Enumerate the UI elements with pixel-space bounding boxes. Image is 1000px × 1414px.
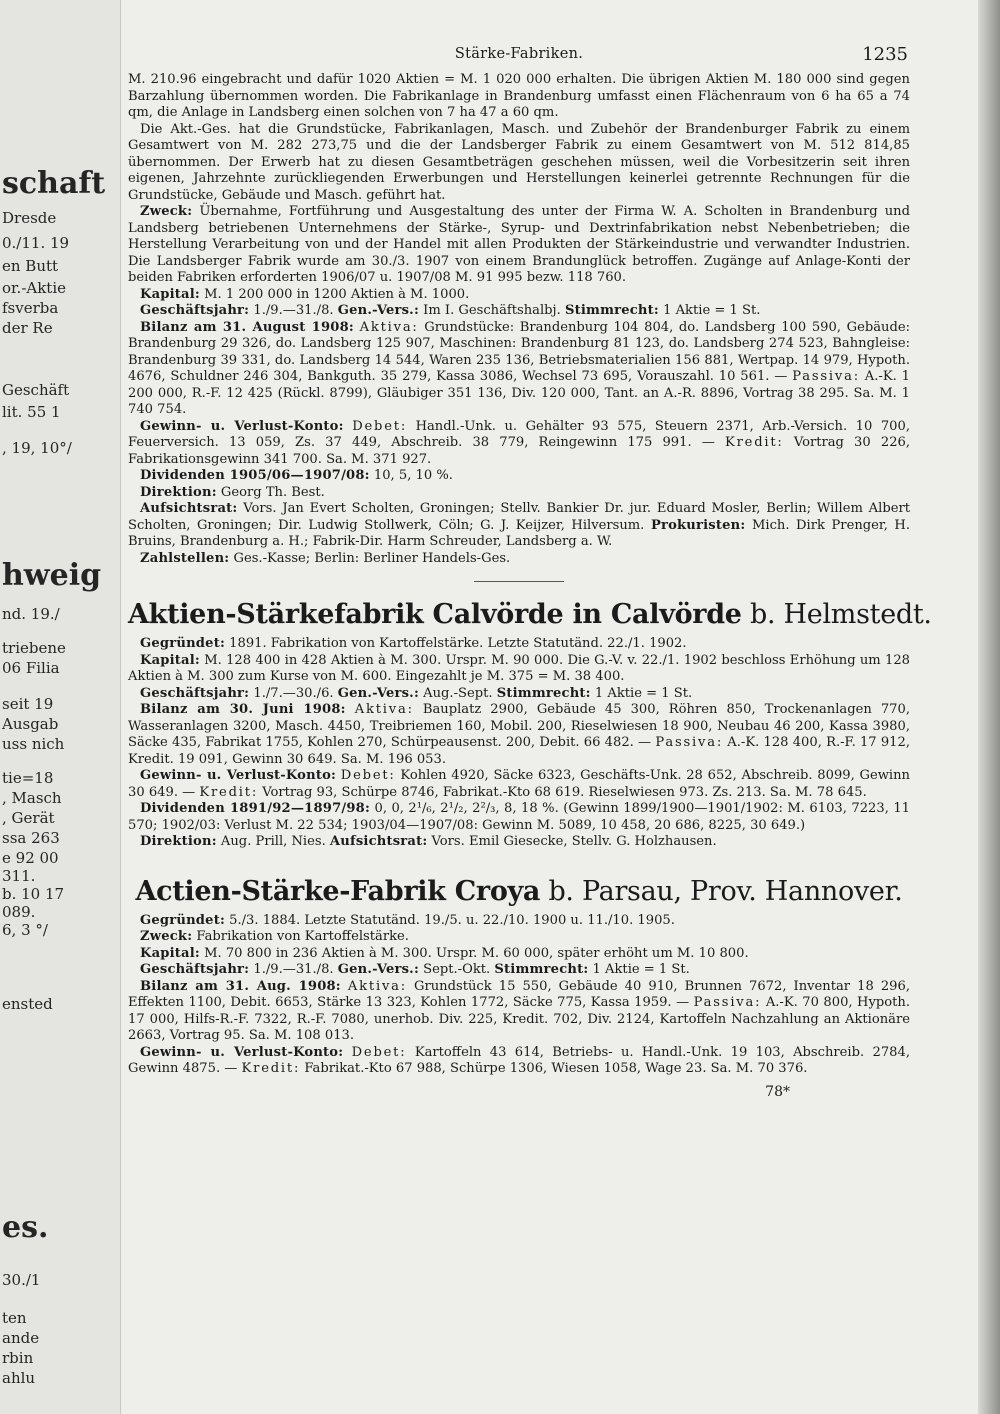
fragment-text: schaft [2,166,106,201]
fragment-text: b. 10 17 [2,885,65,903]
label-zweck: Zweck: [140,929,193,944]
label-bilanz: Bilanz am 31. August 1908: [140,319,354,335]
zweck-text: Fabrikation von Kartoffelstärke. [196,929,409,944]
label-kapital: Kapital: [140,945,200,961]
stimmrecht-text: 1 Aktie = 1 St. [592,962,690,977]
aufsichtsrat-paragraph [128,501,910,551]
fragment-text: e 92 00 [2,849,59,867]
zweck-paragraph [128,929,910,946]
fragment-text: Ausgab [2,715,59,733]
label-geschaeftsjahr: Geschäftsjahr: [140,303,250,318]
guv-paragraph [128,768,910,801]
fragment-text: 089. [2,903,36,921]
guv-paragraph [128,419,910,469]
label-geschaeftsjahr: Geschäftsjahr: [140,962,250,977]
geschaeftsjahr-text: 1./9.—31./8. [253,303,334,318]
label-gen-vers: Gen.-Vers.: [337,962,419,977]
bilanz-text: Grundstück 15 550, Gebäude 40 910, Brunnen 7672, Inventar 18 296, Effekten 1100, Debit. 6653, Stärke 13 323, Kohlen 1772, Säcke 775, Kassa 1959. — [128,978,910,1010]
gen-vers-text: Sept.-Okt. [423,962,491,977]
stimmrecht-text: 1 Aktie = 1 St. [594,685,693,701]
entry-heading [128,598,932,632]
label-aktiva: Aktiva: [354,702,414,717]
label-kapital: Kapital: [140,286,200,302]
zweck-text: Übernahme, Fortführung und Ausgestaltung des unter der Firma W. A. Scholten in Brandenburg und Landsberg betriebenen Unternehmens der Stärke-, Syrup- und Dextrinfabrikation nebst Nebenbetrieben; die Herstellung Verarbeitung von und der Handel mit allen Produkten der Stärkeindustrie und verwandter Industrien. Die Landsberger Fabrik wurde am 30./3. 1907 von einem Brandunglück betroffen. Zugänge auf Anlage-Konti der beiden Fabriken erforderten 1906/07 u. 1907/08 M. 91 995 bezw. 118 760. [128,204,910,285]
fragment-text: , Gerät [2,809,55,827]
gegruendet-paragraph [128,636,910,653]
label-direktion: Direktion: [140,484,217,500]
label-debet: Debet: [351,1044,407,1060]
fragment-text: fsverba [2,299,59,317]
geschaeftsjahr-text: 1./9.—31./8. [253,962,334,977]
fragment-text: ten [2,1309,27,1327]
label-kredit: Kredit: [725,435,784,450]
section-divider [474,581,564,582]
zahlstellen-text: Ges.-Kasse; Berlin: Berliner Handels-Ges. [233,550,511,566]
geschaeftsjahr-paragraph [128,962,910,979]
fragment-text: rbin [2,1349,34,1367]
main-column [128,44,932,1100]
entry-calvoerde [128,598,932,851]
gegruendet-text: 1891. Fabrikation von Kartoffelstärke. Letzte Statutänd. 22./1. 1902. [229,636,687,651]
passiva-text: A.-K. 70 800, Hypoth. 17 000, Hilfs-R.-F. 7322, R.-F. 7080, unerhob. Div. 225, Kredit. 702, Div. 2124, Kartoffeln Nachzahlung an Aktionäre 2663, Vortrag 95. Sa. M. 108 013. [128,995,910,1043]
passiva-text: A.-K. 128 400, R.-F. 17 912, Kredit. 19 091, Gewinn 30 649. Sa. M. 196 053. [128,735,910,767]
label-passiva: Passiva: [693,995,762,1010]
kredit-text: Vortrag 30 226, Fabrikationsgewinn 341 700. Sa. M. 371 927. [128,435,911,467]
kredit-text: Fabrikat.-Kto 67 988, Schürpe 1306, Wiesen 1058, Wage 23. Sa. M. 70 376. [304,1061,808,1076]
fragment-text: triebene [2,639,66,657]
bilanz-paragraph [128,979,910,1045]
dividenden-paragraph [128,801,910,834]
page-edge-shadow [978,0,1000,1414]
kapital-text: M. 1 200 000 in 1200 Aktien à M. 1000. [204,286,470,302]
label-kredit: Kredit: [199,784,259,800]
dividenden-text: 0, 0, 2¹/₆, 2¹/₂, 2²/₃, 8, 18 %. (Gewinn 1899/1900—1901/1902: M. 6103, 7223, 11 570; 1902/03: Verlust M. 22 534; 1903/04—1907/08: Gewinn M. 5089, 10 458, 20 686, 8225, 30 649.) [128,801,910,833]
label-guv: Gewinn- u. Verlust-Konto: [140,418,344,434]
label-stimmrecht: Stimmrecht: [494,962,589,977]
label-dividenden: Dividenden 1905/06—1907/08: [140,468,370,483]
running-header [128,46,910,72]
heading-company-name: Aktien-Stärkefabrik Calvörde in Calvörde [128,599,742,630]
label-dividenden: Dividenden 1891/92—1897/98: [140,801,371,816]
label-aktiva: Aktiva: [347,978,407,994]
kredit-text: Vortrag 93, Schürpe 8746, Fabrikat.-Kto 68 619. Rieselwiesen 973. Zs. 213. Sa. M. 78 645. [262,784,867,800]
debet-text: Kartoffeln 43 614, Betriebs- u. Handl.-Unk. 19 103, Abschreib. 2784, Gewinn 4875. — [128,1044,910,1076]
aufsichtsrat-text: Vors. Jan Evert Scholten, Groningen; Stellv. Bankier Dr. jur. Eduard Mosler, Berlin; Willem Albert Scholten, Groningen; Dir. Ludwig Stollwerk, Cöln; G. J. Keijzer, Hilversum. [128,501,910,533]
label-kredit: Kredit: [241,1061,301,1076]
dividenden-paragraph [128,468,910,485]
fragment-text: , 19, 10°/ [2,439,72,457]
fragment-text: hweig [2,558,102,593]
kapital-text: M. 128 400 in 428 Aktien à M. 300. Urspr. M. 90 000. Die G.-V. v. 22./1. 1902 beschloss Erhöhung um 128 Aktien à M. 300 zum Kurse von M. 600. Eingezahlt je M. 375 = M. 38 400. [128,652,910,684]
signature-mark: 78* [765,1083,790,1100]
aufsichtsrat-text: Vors. Emil Giesecke, Stellv. G. Holzhausen. [431,834,717,849]
debet-text: Kohlen 4920, Säcke 6323, Geschäfts-Unk. 28 652, Abschreib. 8099, Gewinn 30 649. — [128,768,910,800]
label-gen-vers: Gen.-Vers.: [337,303,419,318]
label-zahlstellen: Zahlstellen: [140,550,230,566]
label-passiva: Passiva: [792,369,860,384]
fragment-text: es. [2,1210,49,1245]
label-aufsichtsrat: Aufsichtsrat: [329,834,428,849]
label-gegruendet: Gegründet: [140,636,225,651]
label-kapital: Kapital: [140,652,200,668]
fragment-text: or.-Aktie [2,279,67,297]
label-guv: Gewinn- u. Verlust-Konto: [140,768,337,783]
label-bilanz: Bilanz am 30. Juni 1908: [140,702,346,717]
fragment-text: Geschäft [2,381,70,399]
label-debet: Debet: [340,768,396,783]
debet-text: Handl.-Unk. u. Gehälter 93 575, Steuern 2371, Arb.-Versich. 10 700, Feuerversich. 13 059, Zs. 37 449, Abschreib. 38 779, Reingewinn 175 991. — [128,418,910,450]
page-number: 1235 [862,44,908,65]
fragment-text: seit 19 [2,695,54,713]
kapital-paragraph [128,653,910,686]
label-passiva: Passiva: [655,735,724,750]
fragment-text: ahlu [2,1369,36,1387]
prokuristen-text: Mich. Dirk Prenger, H. Bruins, Brandenburg a. H.; Fabrik-Dir. Harm Schreuder, Landsberg a. W. [128,517,911,549]
label-geschaeftsjahr: Geschäftsjahr: [140,685,250,701]
direktion-text: Aug. Prill, Nies. [220,834,326,849]
fragment-text: 6, 3 °/ [2,921,48,939]
direktion-paragraph [128,485,910,502]
zweck-paragraph [128,204,910,287]
fragment-text: 0./11. 19 [2,234,70,252]
kapital-paragraph [128,946,910,963]
fragment-text: tie=18 [2,769,54,787]
dividenden-text: 10, 5, 10 %. [373,468,453,483]
label-zweck: Zweck: [140,204,193,219]
label-guv: Gewinn- u. Verlust-Konto: [140,1044,344,1060]
paragraph: M. 210.96 eingebracht und dafür 1020 Aktien = M. 1 020 000 erhalten. Die übrigen Aktien M. 180 000 sind gegen Barzahlung übernommen worden. Die Fabrikanlage in Brandenburg umfasst einen Flächenraum von 6 ha 65 a 74 qm, die Anlage in Landsberg einen solchen von 7 ha 47 a 60 qm. [128,72,910,120]
zahlstellen-paragraph [128,551,910,568]
passiva-text: A.-K. 1 200 000, R.-F. 12 425 (Rückl. 8799), Gläubiger 351 136, Div. 120 000, Tant. an A.-R. 8896, Vortrag 38 295. Sa. M. 1 740 754. [128,369,910,417]
geschaeftsjahr-paragraph [128,686,910,703]
heading-company-name: Actien-Stärke-Fabrik Croya [135,875,541,907]
entry-croya [128,875,910,1078]
paragraph: Die Akt.-Ges. hat die Grundstücke, Fabrikanlagen, Masch. und Zubehör der Brandenburger Fabrik zu einem Gesamtwert von M. 282 273,75 und die der Landsberger Fabrik zu einem Gesamtwert von M. 512 814,85 übernommen. Der Erwerb hat zu diesen Gesamtbeträgen geschehen müssen, weil die Vorbesitzerin seit ihren eigenen, Jahrzehnte zurückliegenden Erwerbungen und Herstellungen keinerlei getrennte Rechnungen für die Grundstücke, Gebäude und Masch. geführt hat. [128,121,910,203]
bilanz-paragraph [128,702,910,768]
label-direktion: Direktion: [140,834,217,849]
entry-heading [128,875,910,909]
fragment-text: uss nich [2,735,65,753]
kapital-text: M. 70 800 in 236 Aktien à M. 300. Urspr. M. 60 000, später erhöht um M. 10 800. [204,945,749,961]
label-aufsichtsrat: Aufsichtsrat: [140,501,238,516]
label-debet: Debet: [352,418,408,434]
fragment-text: 311. [2,867,36,885]
gegruendet-paragraph [128,913,910,930]
label-gegruendet: Gegründet: [140,912,225,928]
fragment-text: , Masch [2,789,62,807]
fragment-text: nd. 19./ [2,605,60,623]
label-stimmrecht: Stimmrecht: [564,303,659,318]
left-page-fragment [0,0,121,1414]
bilanz-text: Bauplatz 2900, Gebäude 45 300, Röhren 850, Trockenanlagen 770, Wasseranlagen 3200, Masch. 4450, Treibriemen 160, Mobil. 200, Rieselwiesen 18 900, Neubau 46 200, Kassa 3980, Säcke 435, Fabrikat 1755, Kohlen 270, Schürpeausenst. 200, Debit. 66 482. — [128,702,910,750]
section-gap [128,851,910,871]
fragment-text: der Re [2,319,53,337]
gen-vers-text: Aug.-Sept. [423,685,493,701]
fragment-text: ssa 263 [2,829,60,847]
label-stimmrecht: Stimmrecht: [496,685,591,701]
running-title: Stärke-Fabriken. [454,46,584,62]
fragment-text: 06 Filia [2,659,60,677]
stimmrecht-text: 1 Aktie = 1 St. [663,303,761,318]
geschaeftsjahr-paragraph [128,303,910,320]
fragment-text: ensted [2,995,53,1013]
label-prokuristen: Prokuristen: [650,517,746,533]
guv-paragraph [128,1045,910,1078]
fragment-text: 30./1 [2,1271,41,1289]
fragment-text: ande [2,1329,40,1347]
label-gen-vers: Gen.-Vers.: [337,685,419,701]
label-bilanz: Bilanz am 31. Aug. 1908: [140,978,341,994]
entry-scholten-continued [128,72,910,567]
fragment-text: en Butt [2,257,59,275]
gegruendet-text: 5./3. 1884. Letzte Statutänd. 19./5. u. 22./10. 1900 u. 11./10. 1905. [229,912,675,928]
bilanz-text: Grundstücke: Brandenburg 104 804, do. Landsberg 100 590, Gebäude: Brandenburg 29 326, do. Landsberg 125 907, Maschinen: Brandenburg 81 123, do. Landsberg 274 523, Bahngleise: Brandenburg 39 331, do. Landsberg 14 544, Waren 235 136, Betriebsmaterialien 156 881, Wertpap. 14 979, Hypoth. 4676, Schuldner 246 304, Bankguth. 35 279, Kassa 3086, Wechsel 73 695, Vorauszahl. 10 561. — [128,319,910,384]
heading-location: b. Helmstedt. [749,599,932,630]
direktion-paragraph [128,834,910,851]
geschaeftsjahr-text: 1./7.—30./6. [253,685,334,701]
heading-location: b. Parsau, Prov. Hannover. [548,875,903,907]
fragment-text: Dresde [2,209,57,227]
gen-vers-text: Im I. Geschäftshalbj. [423,303,561,318]
fragment-text: lit. 55 1 [2,403,61,421]
direktion-text: Georg Th. Best. [220,484,325,500]
bilanz-paragraph [128,320,910,419]
label-aktiva: Aktiva: [359,319,419,335]
kapital-paragraph [128,287,910,304]
